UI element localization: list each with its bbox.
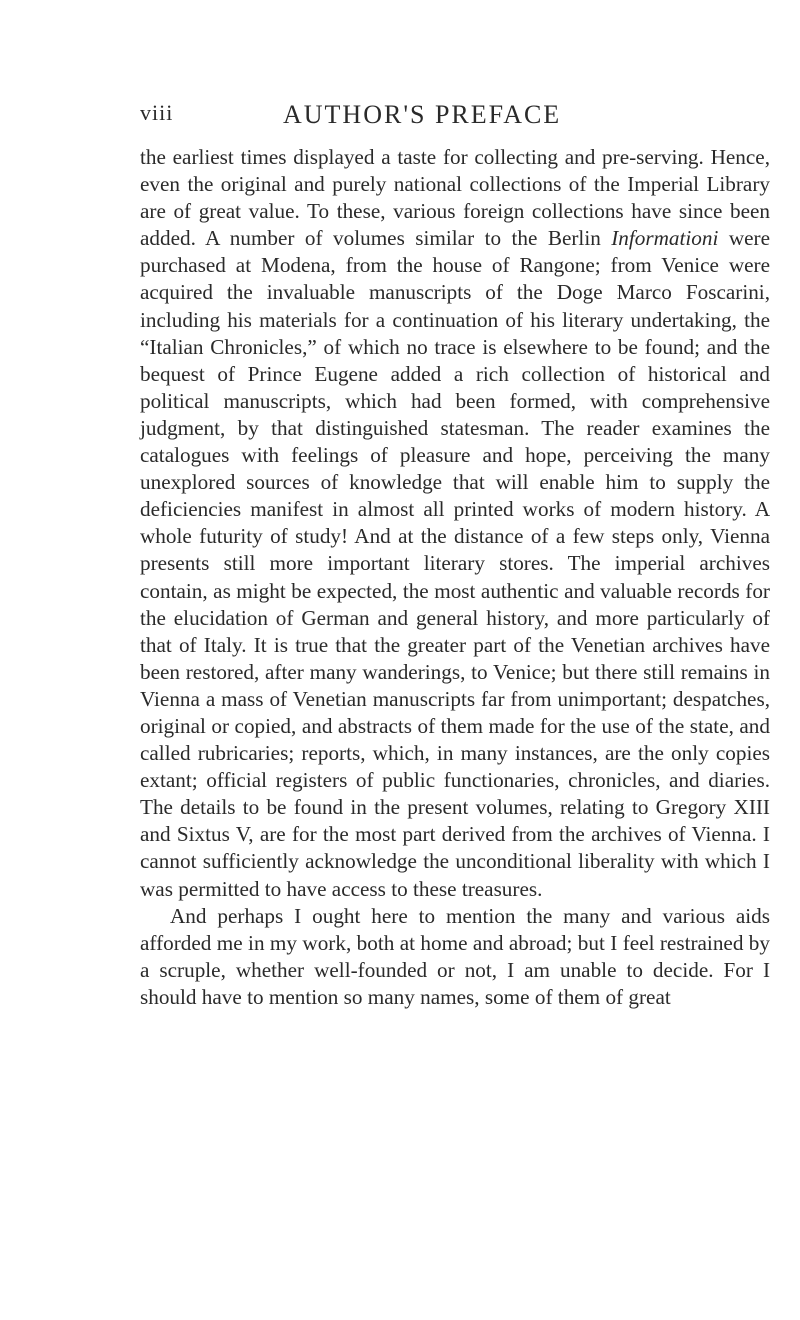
paragraph-1 (140, 144, 770, 903)
paragraph-1-part-a: the earliest times displayed a taste for collecting and pre-serving. Hence, even the original and purely national collections of the Imperial Library are of great value. To these, various foreign collections have since been added. A number of volumes similar to the Berlin (140, 145, 770, 251)
italic-title: Informationi (611, 226, 719, 251)
page-number: viii (140, 100, 174, 125)
body-text (140, 144, 770, 1011)
paragraph-1-part-b: were purchased at Modena, from the house of Rangone; from Venice were acquired the invaluable manuscripts of the Doge Marco Foscarini, including his materials for a continuation of his literary undertaking, the “Italian Chronicles,” of which no trace is elsewhere to be found; and the bequest of Prince Eugene added a rich collection of historical and political manuscripts, which had been formed, with comprehensive judgment, by that distinguished statesman. The reader examines the catalogues with feelings of pleasure and hope, perceiving the many unexplored sources of knowledge that will enable him to supply the deficiencies manifest in almost all printed works of modern history. A whole futurity of study! And at the distance of a few steps only, Vienna presents still more important literary stores. The imperial archives contain, as might be expected, the most authentic and valuable records for the elucidation of German and general history, and more particularly of that of Italy. It is true that the greater part of the Venetian archives have been restored, after many wanderings, to Venice; but there still remains in Vienna a mass of Venetian manuscripts far from unimportant; despatches, original or copied, and abstracts of them made for the use of the state, and called rubricaries; reports, which, in many instances, are the only copies extant; official registers of public functionaries, chronicles, and diaries. The details to be found in the present volumes, relating to Gregory XIII and Sixtus V, are for the most part derived from the archives of Vienna. I cannot sufficiently acknowledge the unconditional liberality with which I was permitted to have access to these treasures. (140, 226, 770, 901)
paragraph-2: And perhaps I ought here to mention the many and various aids afforded me in my work, both at home and abroad; but I feel restrained by a scruple, whether well-founded or not, I am unable to decide. For I should have to mention so many names, some of them of great (140, 903, 770, 1009)
running-head (0, 100, 800, 134)
running-title: AUTHOR'S PREFACE (283, 100, 562, 129)
